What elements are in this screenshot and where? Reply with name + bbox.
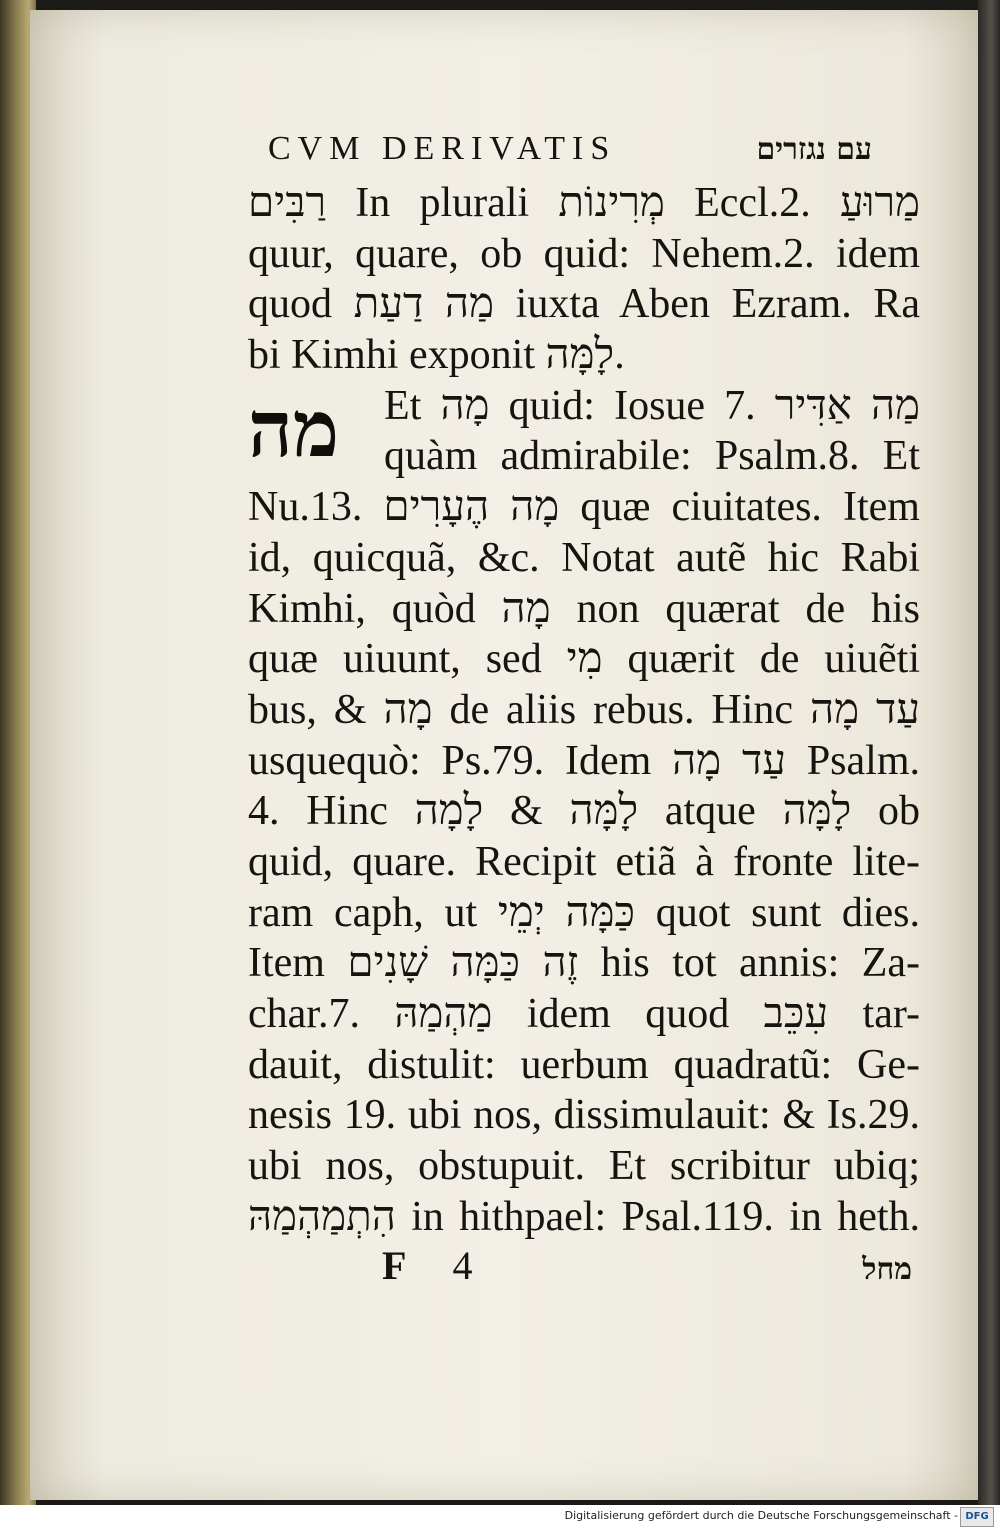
text-line: Item זֶה כַּמָּה שָׁנִים his tot annis: Za-: [248, 940, 920, 987]
signature-line: [248, 1242, 920, 1294]
text-line: Kimhi, quòd מָה non quærat de his: [248, 585, 920, 632]
footer-credit: Digitalisierung gefördert durch die Deutsche Forschungsgemeinschaft -: [564, 1509, 958, 1522]
text-line: nesis 19. ubi nos, dissimulauit: & Is.29.: [248, 1092, 920, 1139]
text-line: quæ uiuunt, sed מִי quærit de uiuẽti: [248, 636, 920, 683]
drop-initial: מה: [248, 384, 340, 475]
text-line: רַבִּים In plurali מְרִינוֹת Eccl.2. מַרוּעַ: [248, 180, 920, 226]
text-line: Et מָה quid: Iosue 7. מַה אַדִּיר: [384, 382, 920, 429]
page-edge-shadow: [978, 0, 1000, 1505]
running-head-latin: CVM DERIVATIS: [268, 130, 617, 167]
text-line: usquequò: Ps.79. Idem עַד מָה Psalm.: [248, 737, 920, 784]
dfg-logo: DFG: [960, 1507, 994, 1527]
text-line: quàm admirabile: Psalm.8. Et: [384, 433, 920, 480]
text-line: dauit, distulit: uerbum quadratũ: Ge-: [248, 1041, 920, 1088]
text-line: bus, & מָה de aliis rebus. Hinc עַד מָה: [248, 686, 920, 733]
text-line: ubi nos, obstupuit. Et scribitur ubiq;: [248, 1143, 920, 1190]
running-head: [248, 130, 920, 178]
text-line: quod מַה דַעַת iuxta Aben Ezram. Ra: [248, 281, 920, 328]
text-block: [248, 130, 920, 1294]
text-line: quur, quare, ob quid: Nehem.2. idem: [248, 230, 920, 277]
text-line: id, quicquã, &c. Notat autẽ hic Rabi: [248, 534, 920, 581]
catchword: מחל: [862, 1252, 912, 1288]
text-line: ram caph, ut כַּמָּה יְמֵי quot sunt dies.: [248, 889, 920, 936]
text-line: 4. Hinc לָמָּה & לָמָה atque לָמָּה ob: [248, 788, 920, 835]
running-head-hebrew: עם נגזרים: [756, 132, 872, 167]
text-line: הִתְמַהְמַהּ in hithpael: Psal.119. in heth.: [248, 1193, 920, 1240]
signature-mark: F: [382, 1243, 407, 1289]
text-line: bi Kimhi exponit לָמָּה.: [248, 332, 625, 379]
text-line: Nu.13. מָה הֶעָרִים quæ ciuitates. Item: [248, 484, 920, 531]
text-line: quid, quare. Recipit etiã à fronte lite-: [248, 838, 920, 885]
text-line: char.7. מַהְמַהּ idem quod עִכֵּב tar-: [248, 991, 920, 1037]
signature-number: 4: [452, 1243, 473, 1289]
